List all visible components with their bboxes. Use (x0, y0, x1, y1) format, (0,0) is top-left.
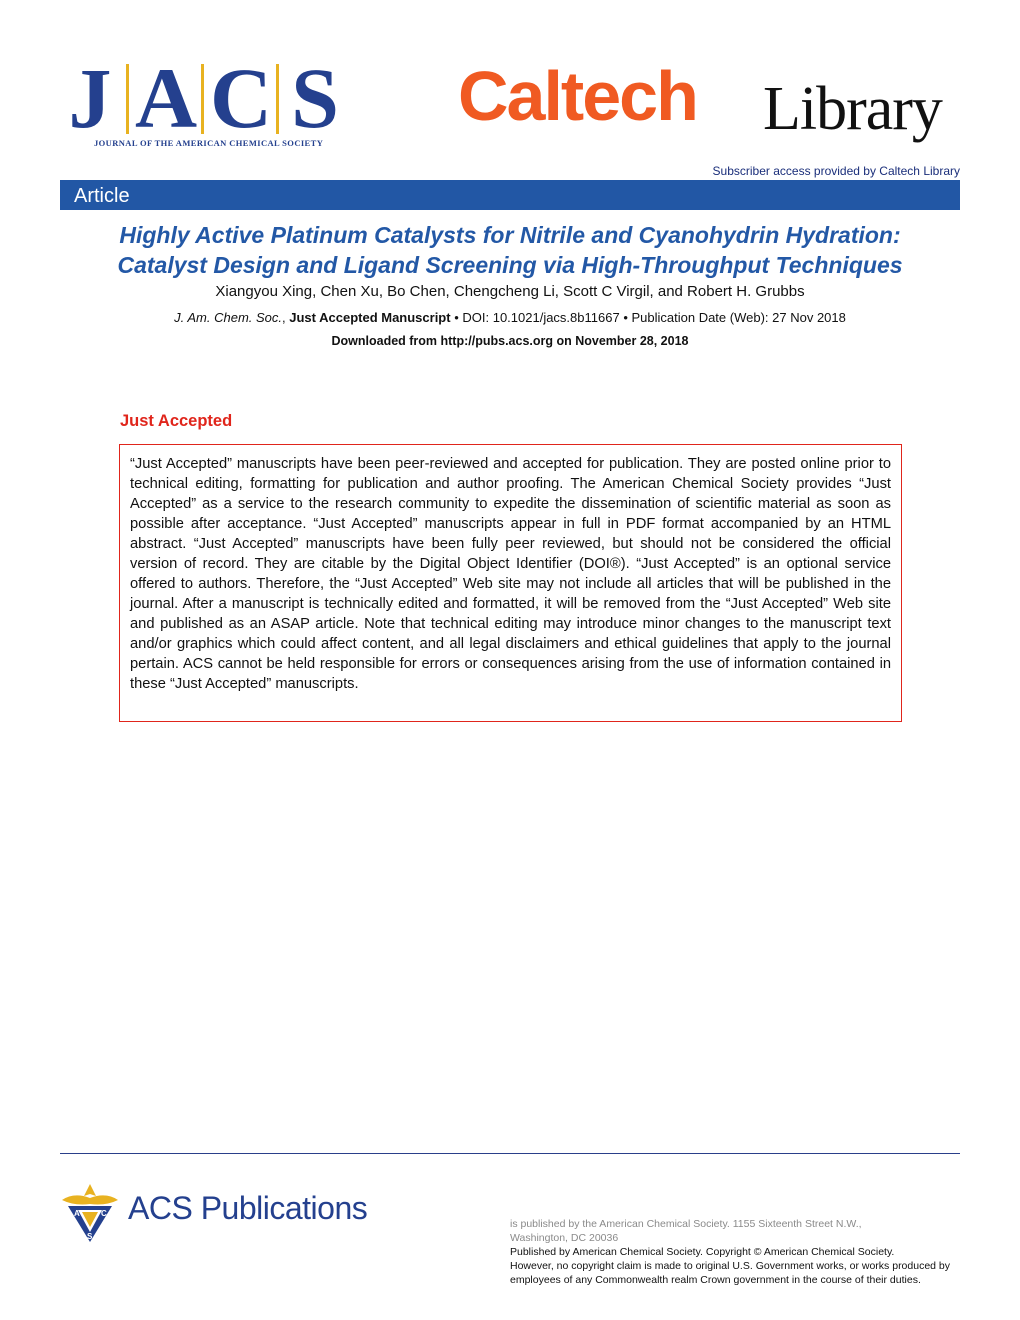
article-title (60, 220, 960, 280)
acs-publications-logo (60, 1182, 390, 1244)
publisher-address: Washington, DC 20036 (510, 1232, 619, 1244)
jacs-letter-s: S (291, 50, 339, 146)
jacs-subtitle: JOURNAL OF THE AMERICAN CHEMICAL SOCIETY (94, 138, 324, 148)
just-accepted-heading: Just Accepted (120, 412, 233, 430)
footer-divider (60, 1153, 960, 1154)
svg-text:A: A (74, 1209, 80, 1218)
acs-publications-wordmark: ACS Publications (128, 1190, 368, 1226)
jacs-divider (276, 64, 279, 134)
jacs-letter-j: J (68, 50, 112, 146)
publisher-line: is published by the American Chemical Society. 1155 Sixteenth Street N.W., (510, 1218, 862, 1230)
copyright-disclaimer: However, no copyright claim is made to original U.S. Government works, or works produced by employees of any Commonwealth realm Crown government in the course of their duties. (510, 1260, 951, 1286)
svg-text:S: S (87, 1232, 93, 1241)
publisher-info (510, 1217, 962, 1287)
just-accepted-notice-text: “Just Accepted” manuscripts have been peer-reviewed and accepted for publication. They are posted online prior to technical editing, formatting for publication and author proofing. The American Chemical Society provides “Just Accepted” as a service to the research community to expedite the dissemination of scientific material as soon as possible after acceptance. “Just Accepted” manuscripts appear in full in PDF format accompanied by an HTML abstract. “Just Accepted” manuscripts have been fully peer reviewed, but should not be considered the official version of record. They are citable by the Digital Object Identifier (DOI®). “Just Accepted” is an optional service offered to authors. Therefore, the “Just Accepted” Web site may not include all articles that will be published in the journal. After a manuscript is technically edited and formatted, it will be removed from the “Just Accepted” Web site and published as an ASAP article. Note that technical editing may introduce minor changes to the manuscript text and/or graphics which could affect content, and all legal disclaimers and ethical guidelines that apply to the journal pertain. ACS cannot be held responsible for errors or consequences arising from the use of information contained in these “Just Accepted” manuscripts. (130, 456, 891, 692)
jacs-divider (126, 64, 129, 134)
jacs-logo (60, 50, 360, 150)
download-note: Downloaded from http://pubs.acs.org on November 28, 2018 (331, 334, 689, 348)
just-accepted-notice-box (119, 444, 902, 722)
journal-abbrev: J. Am. Chem. Soc. (174, 310, 283, 325)
library-wordmark: Library (763, 75, 942, 143)
title-line-2: Catalyst Design and Ligand Screening via High-Throughput Techniques (117, 252, 903, 278)
article-type-bar (60, 180, 960, 210)
author-list: Xiangyou Xing, Chen Xu, Bo Chen, Chengcheng Li, Scott C Virgil, and Robert H. Grubbs (215, 283, 805, 300)
jacs-divider (201, 64, 204, 134)
caltech-wordmark: Caltech (458, 57, 697, 135)
publication-date: Publication Date (Web): 27 Nov 2018 (631, 310, 846, 325)
caltech-library-logo (458, 58, 963, 153)
article-type-label: Article (74, 185, 130, 207)
jacs-letter-a: A (135, 50, 198, 146)
jacs-letter-c: C (210, 50, 273, 146)
acs-eagle-emblem-icon (60, 1182, 120, 1244)
svg-text:C: C (101, 1209, 107, 1218)
doi[interactable]: DOI: 10.1021/jacs.8b11667 (462, 310, 620, 325)
subscriber-access-note: Subscriber access provided by Caltech Library (712, 164, 960, 178)
manuscript-status: Just Accepted Manuscript (289, 310, 451, 325)
copyright-line: Published by American Chemical Society. Copyright © American Chemical Society. (510, 1246, 895, 1258)
citation-line: J. Am. Chem. Soc., Just Accepted Manuscript • DOI: 10.1021/jacs.8b11667 • Publication Date (Web): 27 Nov 2018 (174, 310, 846, 325)
title-line-1: Highly Active Platinum Catalysts for Nitrile and Cyanohydrin Hydration: (119, 222, 901, 248)
